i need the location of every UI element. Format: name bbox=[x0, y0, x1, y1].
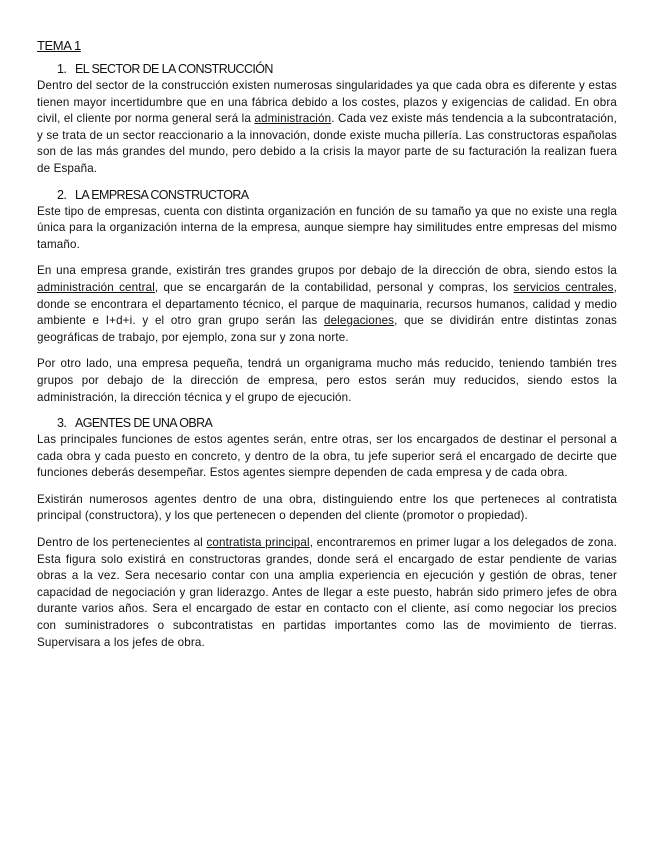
section-3 bbox=[37, 416, 617, 651]
section-number: 2. bbox=[57, 187, 67, 202]
section-1 bbox=[37, 62, 617, 178]
text-run: En una empresa grande, existirán tres grandes grupos por debajo de la dirección de obra, siendo estos la bbox=[37, 264, 617, 278]
document-title: TEMA 1 bbox=[37, 38, 81, 53]
section-number: 1. bbox=[57, 62, 67, 76]
text-run: Las principales funciones de estos agentes serán, entre otras, ser los encargados de destinar el personal a cada obra y cada puesto en concreto, y dentro de la obra, tu jefe superior será el encargado de decirte que funciones deberás desempeñar. Estos agentes siempre dependen de cada empresa y de cada obra. bbox=[37, 433, 617, 480]
underlined-term: administración bbox=[254, 112, 332, 126]
text-run: Este tipo de empresas, cuenta con distinta organización en función de su tamaño ya que no existe una regla única para la organización interna de la empresa, aunque siempre hay similitudes entre empresas del mismo tamaño. bbox=[37, 204, 617, 251]
underlined-term: delegaciones bbox=[323, 314, 395, 328]
paragraph bbox=[37, 432, 617, 482]
section-2 bbox=[37, 188, 617, 407]
text-run: Dentro del sector de la construcción existen numerosas singularidades ya que cada obra es diferente y estas tienen mayor incertidumbre que en una fábrica debido a los costes, plazos y exigencias de calidad. En obra civil, el cliente por norma general será la bbox=[37, 79, 617, 126]
paragraph bbox=[37, 204, 617, 254]
underlined-term: servicios centrales bbox=[513, 280, 614, 294]
text-run: , que se dividirán entre distintas zonas geográficas de trabajo, por ejemplo, zona sur y zona norte. bbox=[37, 314, 618, 344]
section-heading-text: AGENTES DE UNA OBRA bbox=[75, 416, 213, 431]
section-heading bbox=[37, 62, 617, 76]
text-run: , que se encargarán de la contabilidad, personal y compras, los bbox=[154, 280, 514, 294]
paragraph bbox=[37, 535, 617, 651]
underlined-term: administración central bbox=[37, 280, 155, 294]
section-number: 3. bbox=[57, 416, 67, 431]
section-heading bbox=[37, 188, 617, 202]
text-run: , donde se encontrara el departamento técnico, el parque de maquinaria, recursos humanos, calidad y medio ambiente e I+d+i. y el otro gran grupo serán las bbox=[37, 280, 617, 328]
document-body bbox=[37, 62, 617, 651]
text-run: Por otro lado, una empresa pequeña, tendrá un organigrama mucho más reducido, teniendo también tres grupos por debajo de la dirección de empresa, pero estos serán muy reducidos, siendo estos la administración, la dirección técnica y el grupo de ejecución. bbox=[37, 357, 617, 404]
text-run: , encontraremos en primer lugar a los delegados de zona. Esta figura solo existirá en constructoras grandes, donde será el encargado de estar pendiente de varias obras a la vez. Sera necesario contar con una amplia experiencia en ejecución y gestión de obras, tener capacidad de negociación y gran liderazgo. Antes de llegar a este puesto, habrán sido primero jefes de obra durante varios años. Sera el encargado de estar en contacto con el cliente, así como negociar los precios con suministradores o subcontratistas en partidas importantes como las de movimiento de tierras. Supervisara a los jefes de obra. bbox=[37, 536, 617, 649]
text-run: Existirán numerosos agentes dentro de una obra, distinguiendo entre los que perteneces al contratista principal (constructora), y los que pertenecen o dependen del cliente (promotor o propiedad). bbox=[37, 492, 617, 523]
paragraph bbox=[37, 78, 617, 178]
section-heading bbox=[37, 416, 617, 430]
section-heading-text: EL SECTOR DE LA CONSTRUCCIÓN bbox=[75, 62, 273, 76]
section-heading-text: LA EMPRESA CONSTRUCTORA bbox=[75, 187, 249, 202]
text-run: Dentro de los pertenecientes al bbox=[37, 536, 207, 550]
paragraph bbox=[37, 356, 617, 406]
text-run: . Cada vez existe más tendencia a la subcontratación, y se trata de un sector reaccionario a la innovación, donde existe mucha pillería. Las constructoras españolas son de las más grandes del mundo, pero debido a la crisis la mayor parte de su facturación la realizan fuera de España. bbox=[37, 112, 617, 175]
paragraph bbox=[37, 492, 617, 525]
paragraph bbox=[37, 263, 617, 346]
document-page bbox=[37, 38, 617, 661]
underlined-term: contratista principal bbox=[206, 536, 310, 550]
